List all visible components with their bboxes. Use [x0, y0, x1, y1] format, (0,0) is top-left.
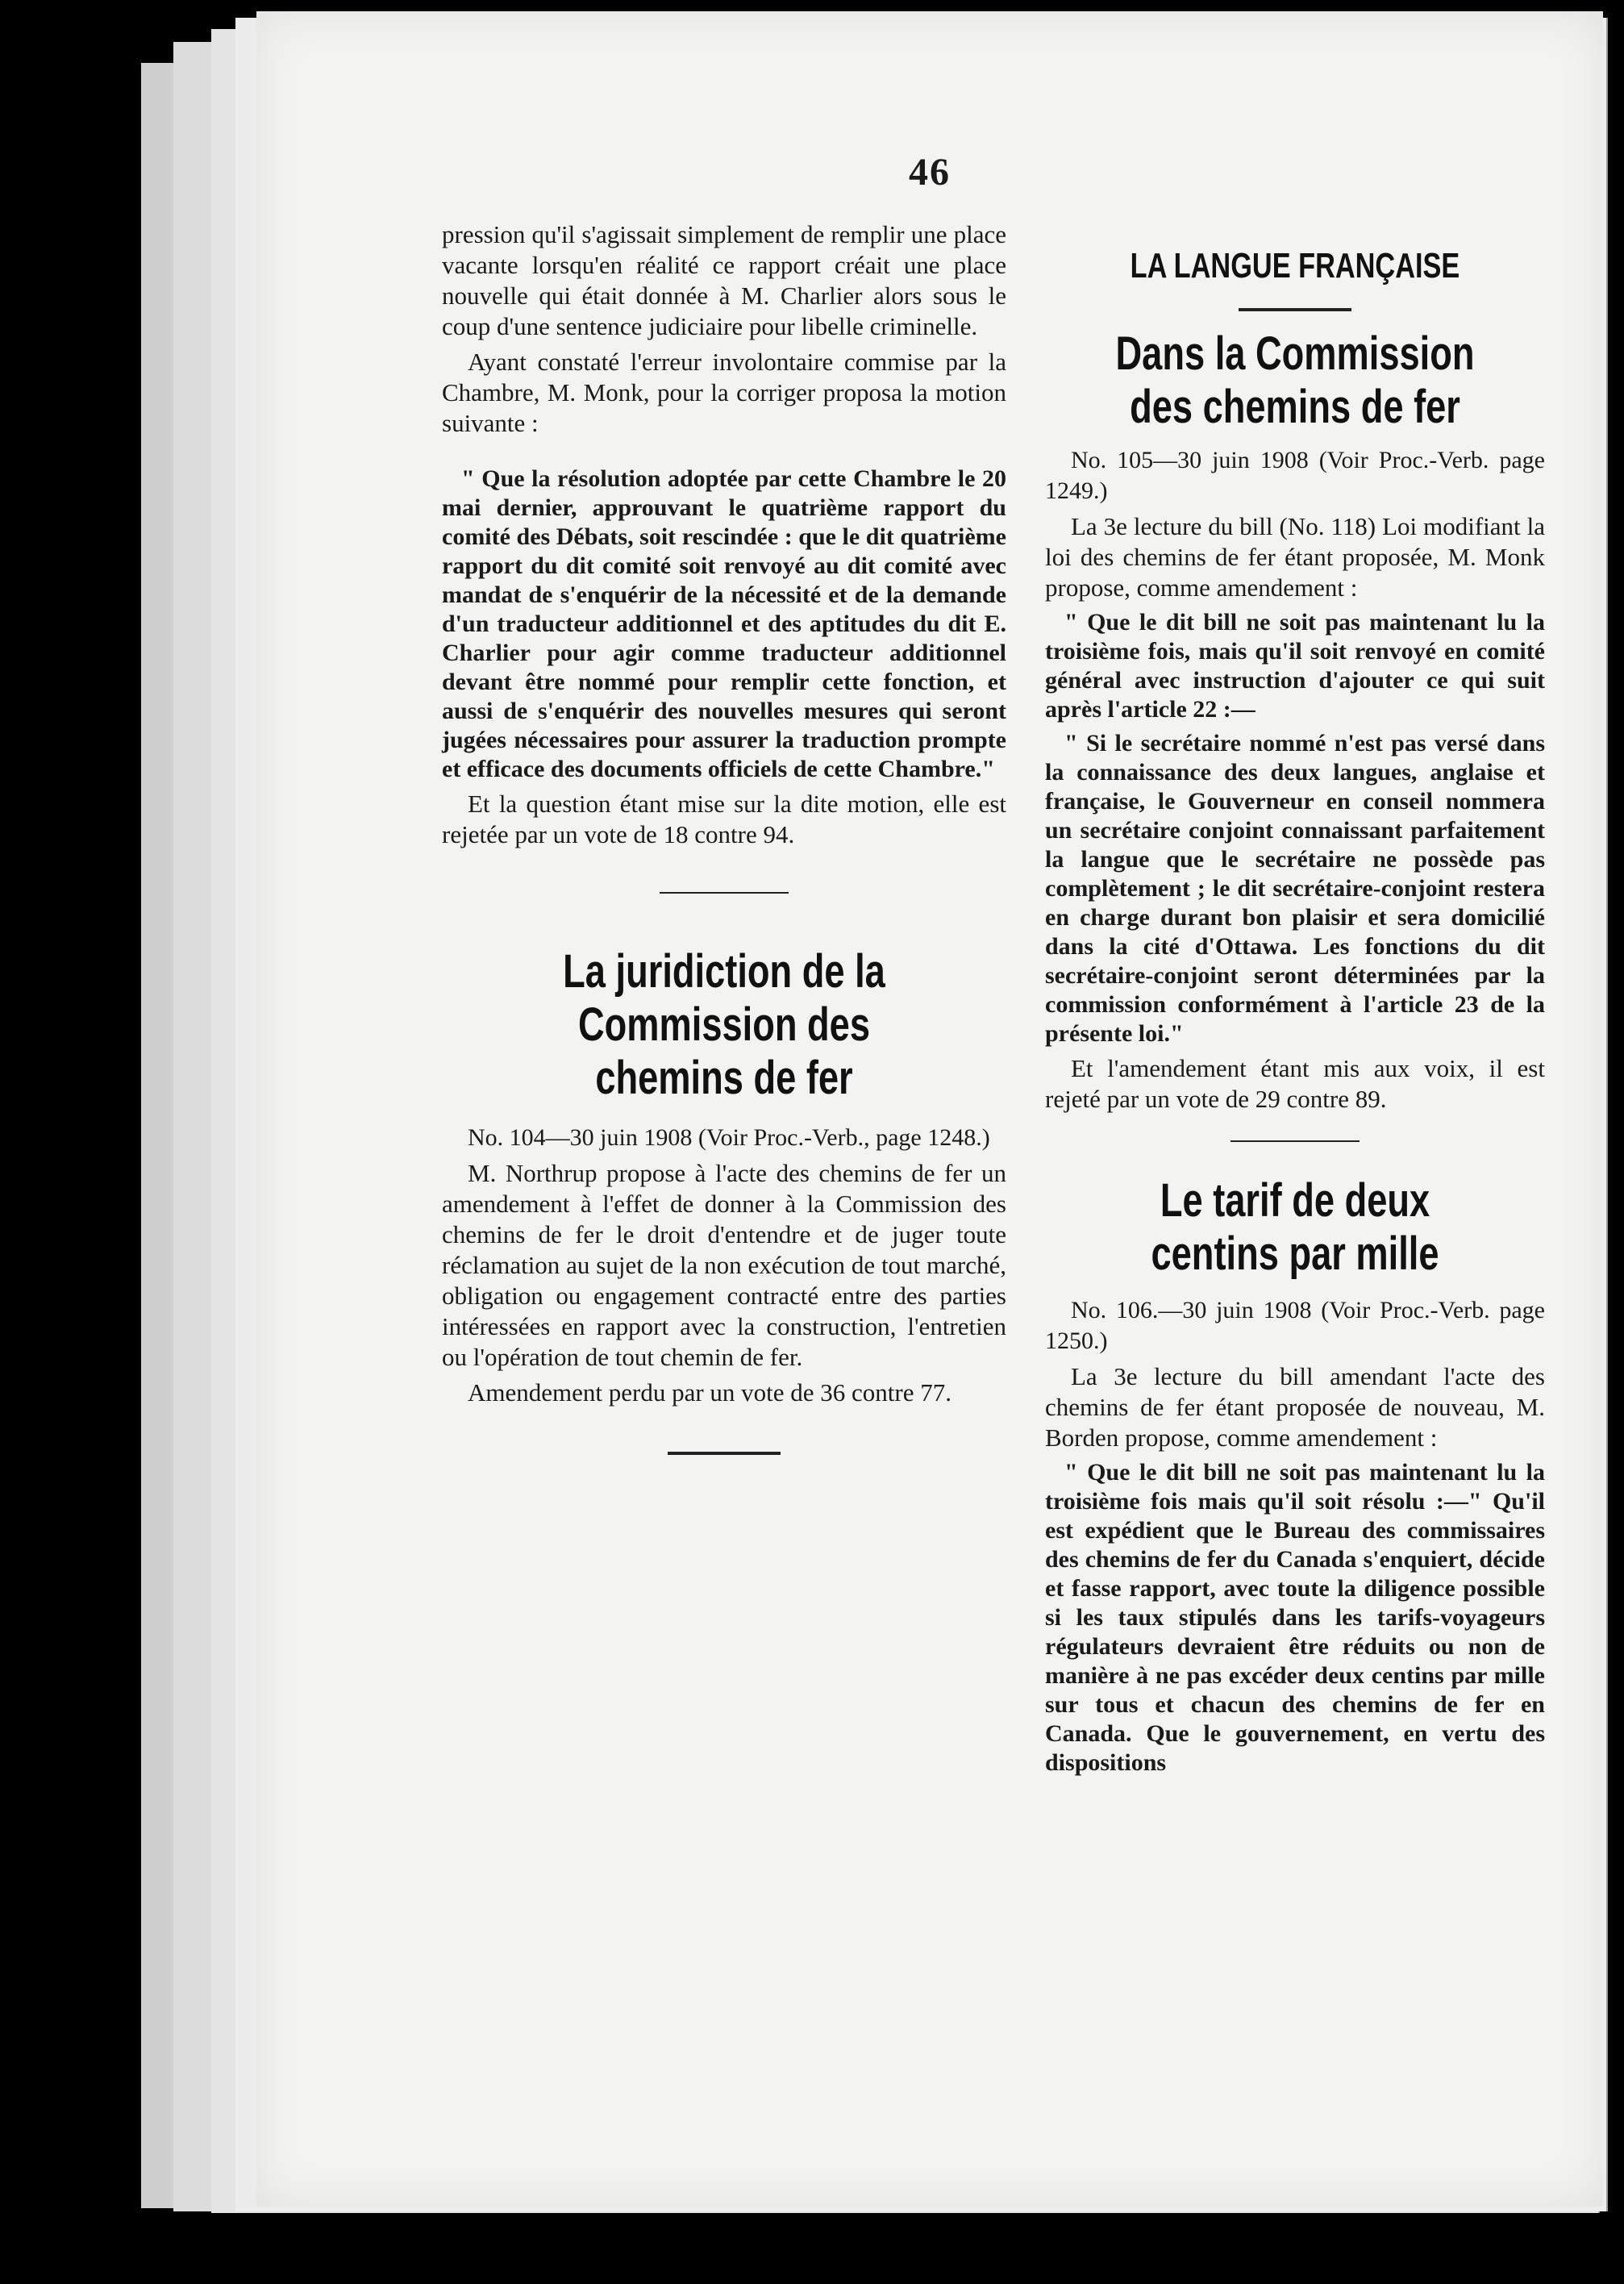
right-paragraph-2: Et l'amendement étant mis aux voix, il est rejeté par un vote de 29 contre 89.	[1045, 1054, 1545, 1113]
right-quote-3: " Que le dit bill ne soit pas maintenant lu la troisième fois mais qu'il soit résolu :—" Qu'il est expédient que le Bureau des commissaires des chemins de fer du Canada s'enquiert, décide et fasse rapport, avec toute la diligence possible si les taux stipulés dans les tarifs-voyageurs régulateurs devraient être réduits ou non de manière à ne pas excéder deux centins par mille sur tous et chacun des chemins de fer en Canada. Que le gouvernement, en vertu des dispositions	[1045, 1459, 1545, 1776]
page-number: 46	[909, 151, 951, 194]
right-quote-2: " Si le secrétaire nommé n'est pas versé dans la connaissance des deux langues, anglaise et française, le Gouverneur en conseil nommera un secrétaire conjoint connaissant parfaitement la langue que le secrétaire ne possède pas complètement ; le dit secrétaire-conjoint restera en charge durant bon plaisir et sera domicilié dans la cité d'Ottawa. Les fonctions du dit secrétaire-conjoint seront déterminées par la commission conformément à l'article 23 de la présente loi."	[1045, 730, 1545, 1047]
end-divider	[668, 1452, 781, 1455]
headline-juridiction: La juridiction de la Commission des chemins de fer	[563, 945, 885, 1104]
reference-104: No. 104—30 juin 1908 (Voir Proc.-Verb., page 1248.)	[468, 1124, 990, 1151]
left-paragraph-2: Ayant constaté l'erreur involontaire commise par la Chambre, M. Monk, pour la corriger proposa la motion suivante :	[442, 348, 1006, 437]
reference-105: No. 105—30 juin 1908 (Voir Proc.-Verb. page 1249.)	[1045, 447, 1545, 504]
left-quote-1: " Que la résolution adoptée par cette Chambre le 20 mai dernier, approuvant le quatrième rapport du comité des Débats, soit rescindée : que le dit quatrième rapport du dit comité soit renvoyé au dit comité avec mandat de s'enquérir de la nécessité et de la demande d'un traducteur additionnel et des aptitudes du dit E. Charlier pour agir comme traducteur additionnel devant être nommé pour remplir cette fonction, et aussi de s'enquérir des nouvelles mesures qui seront jugées nécessaires pour assurer la traduction prompte et efficace des documents officiels de cette Chambre."	[442, 465, 1006, 782]
right-quote-1: " Que le dit bill ne soit pas maintenant lu la troisième fois, mais qu'il soit renvoyé en comité général avec instruction d'ajouter ce qui suit après l'article 22 :—	[1045, 609, 1545, 723]
left-paragraph-5: Amendement perdu par un vote de 36 contre 77.	[468, 1378, 952, 1407]
reference-106: No. 106.—30 juin 1908 (Voir Proc.-Verb. page 1250.)	[1045, 1297, 1545, 1354]
headline-commission-chemins: Dans la Commission des chemins de fer	[1115, 327, 1475, 433]
section-divider-right	[1230, 1140, 1360, 1142]
section-divider	[660, 892, 789, 894]
left-paragraph-3: Et la question étant mise sur la dite motion, elle est rejetée par un vote de 18 contre 94.	[442, 790, 1006, 848]
document-page	[256, 11, 1603, 2207]
left-paragraph-1: pression qu'il s'agissait simplement de remplir une place vacante lorsqu'en réalité ce rapport créait une place nouvelle qui était donnée à M. Charlier alors sous le coup d'une sentence judiciaire pour libelle criminelle.	[442, 220, 1006, 340]
right-column	[1045, 245, 1545, 1782]
headline-langue-francaise: LA LANGUE FRANÇAISE	[1130, 246, 1460, 286]
right-paragraph-3: La 3e lecture du bill amendant l'acte des chemins de fer étant proposée de nouveau, M. Borden propose, comme amendement :	[1045, 1362, 1545, 1452]
left-column	[442, 219, 1006, 1455]
headline-rule	[1239, 308, 1351, 311]
right-paragraph-1: La 3e lecture du bill (No. 118) Loi modifiant la loi des chemins de fer étant proposée, M. Monk propose, comme amendement :	[1045, 512, 1545, 602]
left-paragraph-4: M. Northrup propose à l'acte des chemins de fer un amendement à l'effet de donner à la Commission des chemins de fer le droit d'entendre et de juger toute réclamation au sujet de la non exécution de tout marché, obligation ou engagement contracté entre des parties intéressées en rapport avec la construction, l'entretien ou l'opération de tout chemin de fer.	[442, 1159, 1006, 1371]
headline-tarif: Le tarif de deux centins par mille	[1151, 1174, 1439, 1280]
